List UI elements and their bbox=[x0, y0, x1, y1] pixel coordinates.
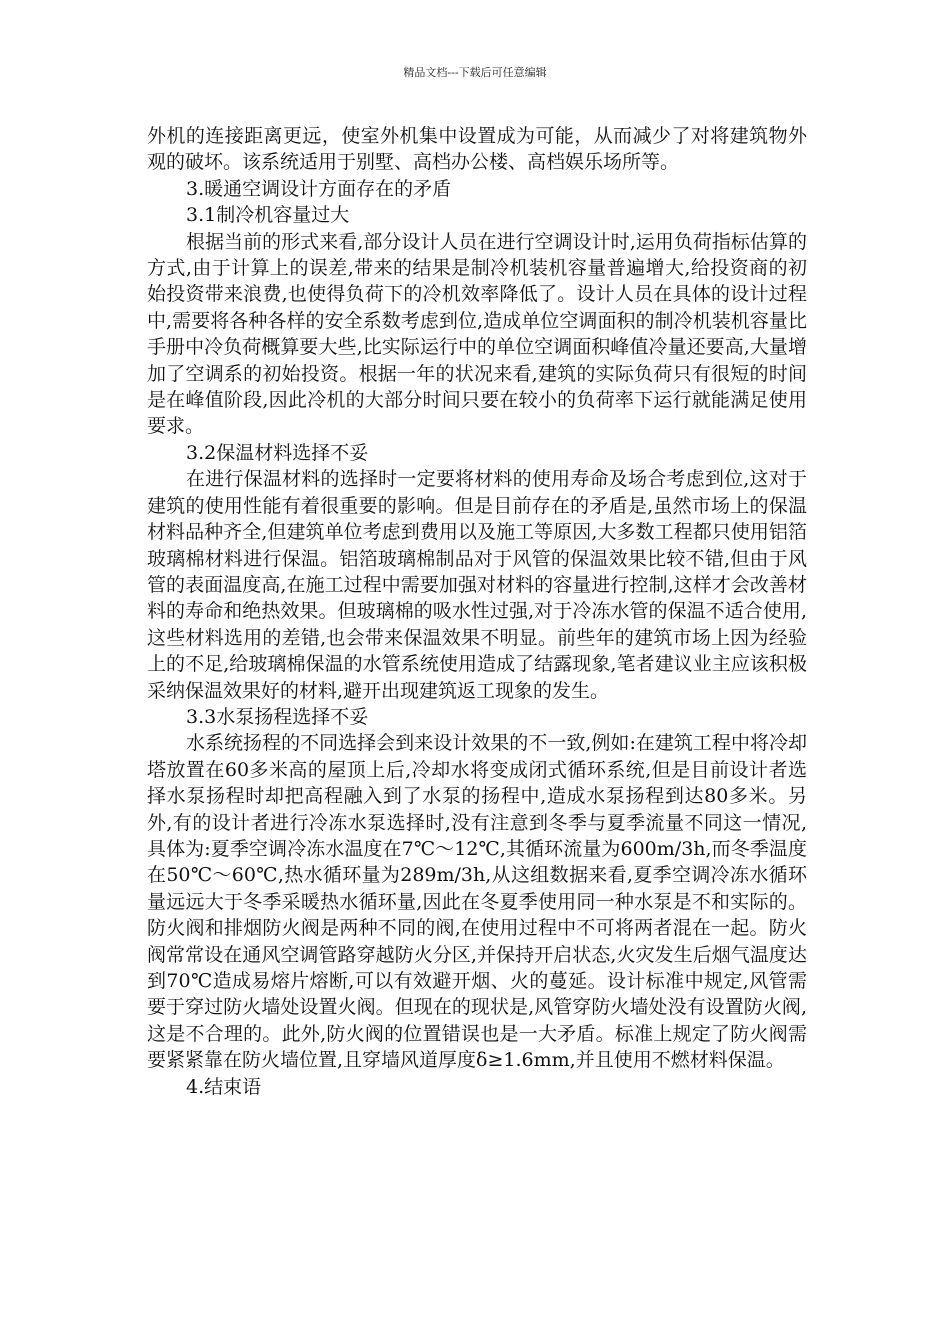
paragraph-continuation: 外机的连接距离更远，使室外机集中设置成为可能，从而减少了对将建筑物外观的破坏。该系统适用于别墅、高档办公楼、高档娱乐场所等。 bbox=[147, 125, 807, 174]
subsection-heading-3-2: 3.2保温材料选择不妥 bbox=[186, 441, 369, 464]
section-heading-3: 3.暖通空调设计方面存在的矛盾 bbox=[186, 177, 452, 200]
paragraph-chiller-capacity: 根据当前的形式来看,部分设计人员在进行空调设计时,运用负荷指标估算的方式,由于计算上的误差,带来的结果是制冷机装机容量普遍增大,给投资商的初始投资带来浪费,也使得负荷下的冷机效率降低了。设计人员在具体的设计过程中,需要将各种各样的安全系数考虑到位,造成单位空调面积的制冷机装机容量比手册中冷负荷概算要大些,比实际运行中的单位空调面积峰值冷量还要高,大量增加了空调系的初始投资。根据一年的状况来看,建筑的实际负荷只有很短的时间是在峰值阶段,因此冷机的大部分时间只要在较小的负荷率下运行就能满足使用要求。 bbox=[147, 230, 807, 438]
subsection-heading-3-3: 3.3水泵扬程选择不妥 bbox=[186, 705, 369, 728]
page-header: 精品文档---下载后可任意编辑 bbox=[403, 66, 547, 79]
subsection-heading-3-1: 3.1制冷机容量过大 bbox=[186, 204, 350, 227]
section-heading-4: 4.结束语 bbox=[186, 1075, 262, 1098]
document-body bbox=[147, 123, 807, 1100]
paragraph-insulation-material: 在进行保温材料的选择时一定要将材料的使用寿命及场合考虑到位,这对于建筑的使用性能有着很重要的影响。但是目前存在的矛盾是,虽然市场上的保温材料品种齐全,但建筑单位考虑到费用以及施工等原因,大多数工程都只使用铝箔玻璃棉材料进行保温。铝箔玻璃棉制品对于风管的保温效果比较不错,但由于风管的表面温度高,在施工过程中需要加强对材料的容量进行控制,这样才会改善材料的寿命和绝热效果。但玻璃棉的吸水性过强,对于冷冻水管的保温不适合使用,这些材料选用的差错,也会带来保温效果不明显。前些年的建筑市场上因为经验上的不足,给玻璃棉保温的水管系统使用造成了结露现象,笔者建议业主应该积极采纳保温效果好的材料,避开出现建筑返工现象的发生。 bbox=[147, 468, 807, 702]
paragraph-pump-head: 水系统扬程的不同选择会到来设计效果的不一致,例如:在建筑工程中将冷却塔放置在60多米高的屋顶上后,冷却水将变成闭式循环系统,但是目前设计者选择水泵扬程时却把高程融入到了水泵的扬程中,造成水泵扬程到达80多米。另外,有的设计者进行冷冻水泵选择时,没有注意到冬季与夏季流量不同这一情况,具体为:夏季空调冷冻水温度在7℃～12℃,其循环流量为600m/3h,而冬季温度在50℃～60℃,热水循环量为289m/3h,从这组数据来看,夏季空调冷冻水循环量远远大于冬季采暖热水循环量,因此在冬夏季使用同一种水泵是不和实际的。防火阀和排烟防火阀是两种不同的阀,在使用过程中不可将两者混在一起。防火阀常常设在通风空调管路穿越防火分区,并保持开启状态,火灾发生后烟气温度达到70℃造成易熔片熔断,可以有效避开烟、火的蔓延。设计标准中规定,风管需要于穿过防火墙处设置火阀。但现在的现状是,风管穿防火墙处没有设置防火阀,这是不合理的。此外,防火阀的位置错误也是一大矛盾。标准上规定了防火阀需要紧紧靠在防火墙位置,且穿墙风道厚度δ≥1.6mm,并且使用不燃材料保温。 bbox=[147, 732, 807, 1072]
